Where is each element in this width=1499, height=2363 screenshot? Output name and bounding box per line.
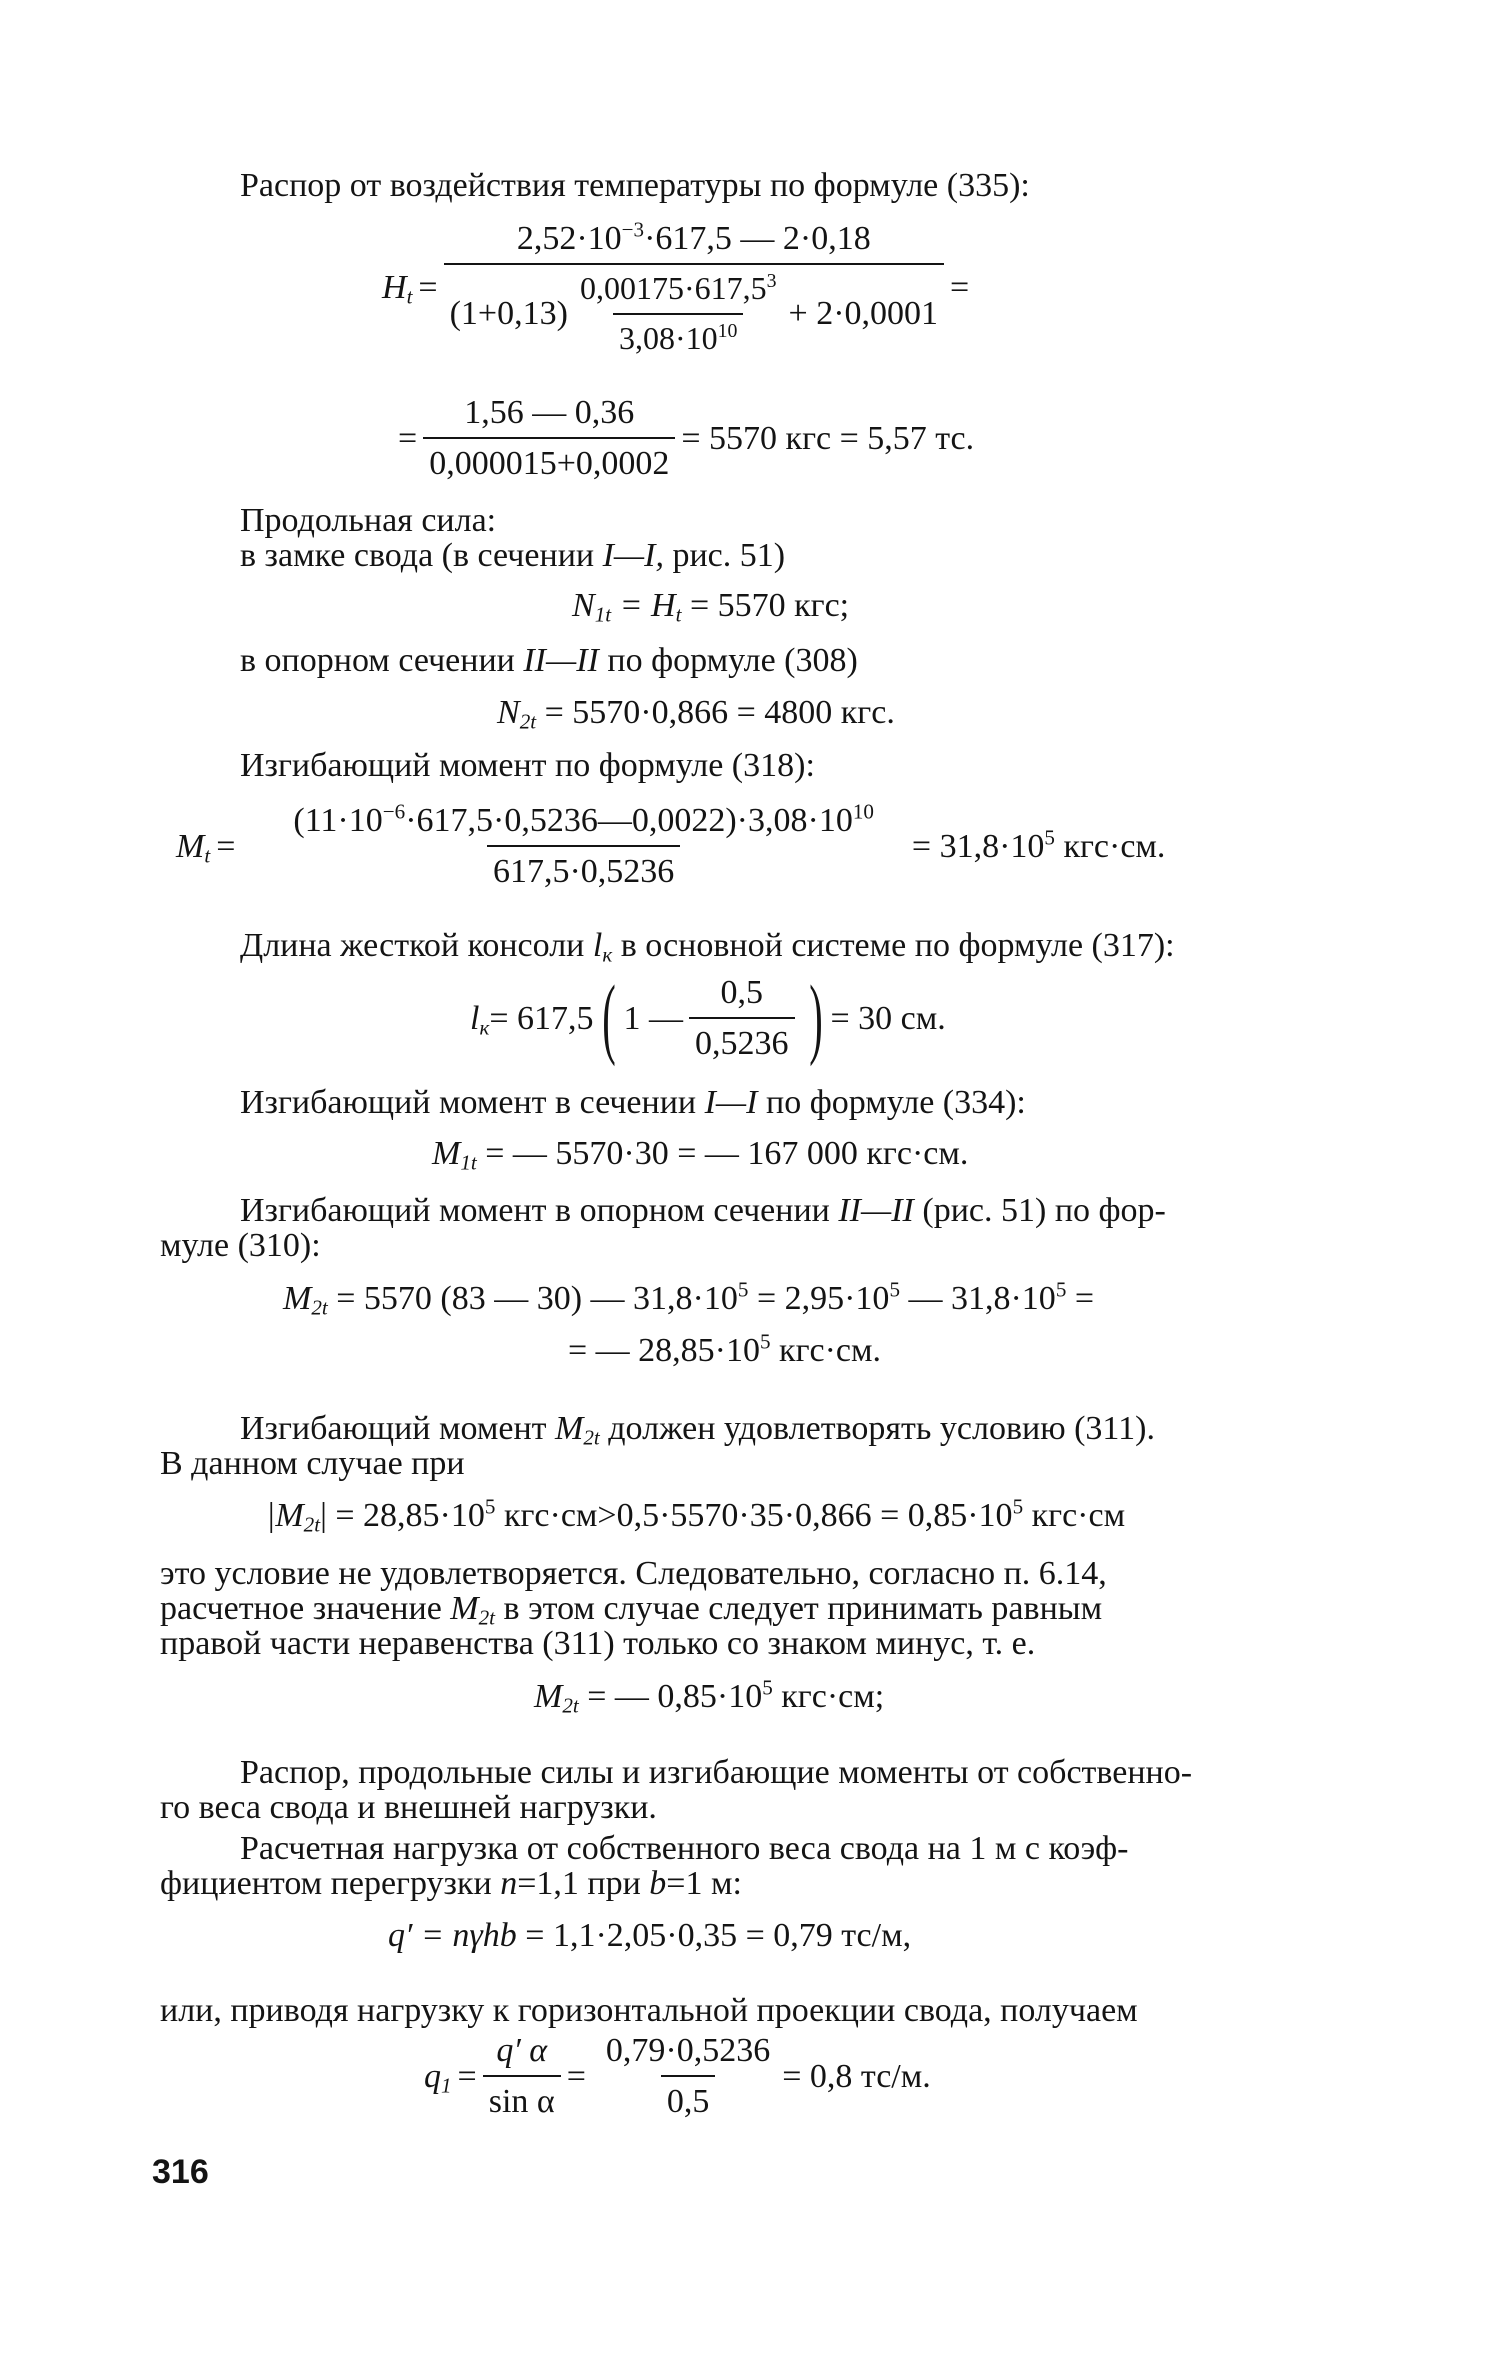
bracket-right: ) bbox=[808, 968, 823, 1068]
text-line: правой части неравенства (311) только со знаком минус, т. е. bbox=[160, 1625, 1036, 1662]
equation-lk: $l_к$ = 617,5 ( 1 — $\frac{0,5}{0,5236}$ ) = 30 см. bbox=[470, 968, 946, 1068]
equation-fraction: $\frac{(11\cdot 10^{-6}\cdot 617,5\cdot 0,5236—0,0022)\cdot 3,08\cdot 10^{10}}{617,5\cdot 0,5236}$ bbox=[263, 800, 904, 893]
equation-fraction: $\frac{0,00175\cdot 617,5^3}{3,08\cdot 10^{10}}$ bbox=[574, 269, 783, 357]
equation-fraction: $\frac{0,5}{0,5236}$ bbox=[689, 972, 795, 1065]
text-line: Распор, продольные силы и изгибающие моменты от собственно- bbox=[240, 1754, 1193, 1791]
text-line: Распор от воздействия температуры по формуле (335): bbox=[240, 167, 1030, 204]
text-line: В данном случае при bbox=[160, 1445, 465, 1482]
text-line: в замке свода (в сечении I—I, рис. 51) bbox=[240, 537, 786, 574]
text-line: фициентом перегрузки n=1,1 при b=1 м: bbox=[160, 1865, 742, 1902]
equation-fraction: $\frac{0,79\cdot 0,5236}{0,5}$ bbox=[600, 2030, 776, 2123]
page-number: 316 bbox=[152, 2153, 209, 2191]
text-line: го веса свода и внешней нагрузки. bbox=[160, 1789, 657, 1826]
equation-m1t: $M_{1t}$ = — 5570·30 = — 167 000 кгс·см. bbox=[432, 1135, 969, 1175]
text-line: или, приводя нагрузку к горизонтальной проекции свода, получаем bbox=[160, 1992, 1138, 2029]
text-line: это условие не удовлетворяется. Следовательно, согласно п. 6.14, bbox=[160, 1555, 1107, 1592]
eq-symbol: $H_t$ bbox=[382, 269, 413, 309]
bracket-left: ( bbox=[601, 968, 616, 1068]
text-line: Длина жесткой консоли $l_к$ в основной системе по формуле (317): bbox=[240, 927, 1175, 967]
equation-q1: $q_1$ = $\frac{q' \alpha}{\text{sin α}}$ = $\frac{0,79\cdot 0,5236}{0,5}$ = 0,8 тс/м. bbox=[424, 2030, 931, 2123]
equation-fraction: $\frac{1,56 — 0,36}{0,000015+0,0002}$ bbox=[423, 392, 675, 485]
equation-fraction: $\frac{q' \alpha}{\text{sin α}}$ bbox=[483, 2030, 561, 2123]
equation-fraction: $2,52\cdot 10^{-3}\cdot 617,5$ — 2·0,18 (1+0,13) $\frac{0,00175\cdot 617,5^3}{3,08\cdot 10^{10}}$ + 2·0,0001 bbox=[444, 218, 944, 358]
equation-m2t-result: = — $28,85\cdot 10^5$ кгс·см. bbox=[568, 1329, 882, 1369]
text-line: Изгибающий момент в опорном сечении II—II (рис. 51) по фор- bbox=[240, 1192, 1166, 1229]
equation-mt: $M_t$ = $\frac{(11\cdot 10^{-6}\cdot 617,5\cdot 0,5236—0,0022)\cdot 3,08\cdot 10^{10}}{617,5\cdot 0,5236}$ = $31,8\cdot 10^5$ кгс·см. bbox=[176, 800, 1165, 893]
text-line: Изгибающий момент по формуле (318): bbox=[240, 747, 815, 784]
text-line: Расчетная нагрузка от собственного веса свода на 1 м с коэф- bbox=[240, 1830, 1129, 1867]
text-line: Изгибающий момент в сечении I—I по формуле (334): bbox=[240, 1084, 1026, 1121]
text-line: Изгибающий момент $M_{2t}$ должен удовлетворять условию (311). bbox=[240, 1410, 1155, 1450]
equation-m2t: $M_{2t} = 5570$ (83 — 30) — $31,8\cdot 10^5 = 2,95\cdot 10^5$ — $31,8\cdot 10^5$ = bbox=[283, 1277, 1095, 1320]
equation-ht-result: = $\frac{1,56 — 0,36}{0,000015+0,0002}$ = 5570 кгс = 5,57 тс. bbox=[398, 392, 974, 485]
text-line: муле (310): bbox=[160, 1227, 321, 1264]
equation-n1t: $N_{1t} = H_t = 5570$ кгс; bbox=[572, 587, 850, 627]
equation-m2t-final: $M_{2t}$ = — $0,85\cdot 10^5$ кгс·см; bbox=[534, 1675, 885, 1718]
text-line: расчетное значение $M_{2t}$ в этом случае следует принимать равным bbox=[160, 1590, 1103, 1630]
equation-ht: $H_t$ = $2,52\cdot 10^{-3}\cdot 617,5$ — 2·0,18 (1+0,13) $\frac{0,00175\cdot 617,5^3}{3,08\cdot 10^{10}}$ + 2·0,0001 = bbox=[382, 218, 969, 358]
equation-n2t: $N_{2t} = 5570\cdot 0,866 = 4800$ кгс. bbox=[497, 694, 895, 734]
text-line: в опорном сечении II—II по формуле (308) bbox=[240, 642, 858, 679]
text-line: Продольная сила: bbox=[240, 502, 497, 539]
equation-abs: $|M_{2t}| = 28,85\cdot 10^5$ $кгс\cdot см>0,5\cdot 5570\cdot 35\cdot 0,866 = 0,85\cdot 10^5$ кгс·см bbox=[266, 1494, 1126, 1537]
equation-q: q′ = nγhb = 1,1·2,05·0,35 = 0,79 тс/м, bbox=[388, 1917, 912, 1954]
